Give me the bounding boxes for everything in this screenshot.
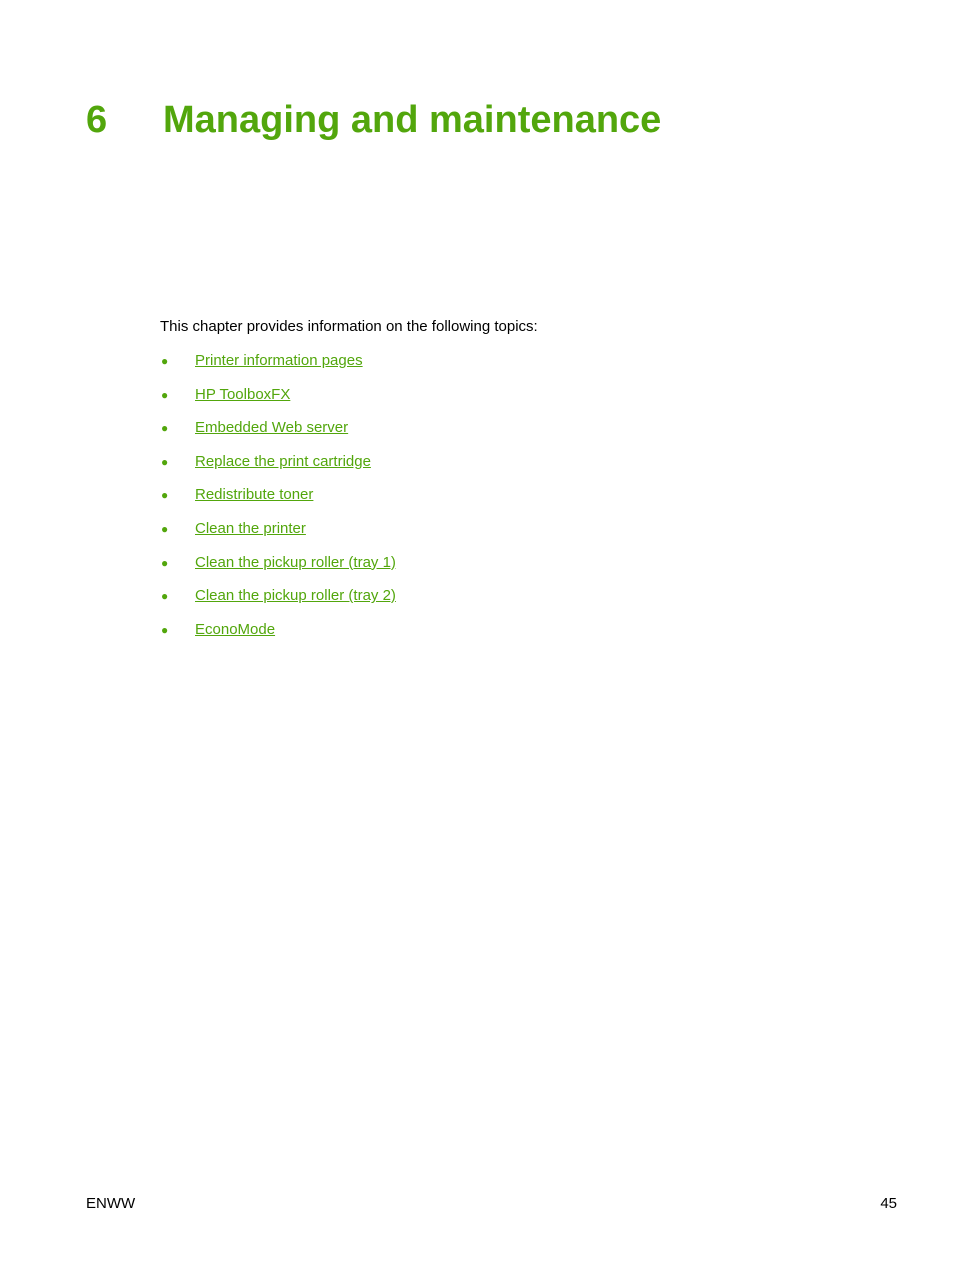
topic-link-embedded-web-server[interactable]: Embedded Web server <box>195 419 349 437</box>
bullet-icon: ● <box>161 387 169 402</box>
topic-link-replace-print-cartridge[interactable]: Replace the print cartridge <box>195 452 371 470</box>
bullet-icon: ● <box>161 454 169 469</box>
chapter-number: 6 <box>86 99 108 141</box>
topic-link-clean-printer[interactable]: Clean the printer <box>195 519 306 537</box>
chapter-title: Managing and maintenance <box>163 99 662 141</box>
footer-label: ENWW <box>86 1195 136 1212</box>
bullet-icon: ● <box>161 555 169 570</box>
topic-link-clean-pickup-roller-tray-2[interactable]: Clean the pickup roller (tray 2) <box>195 587 396 605</box>
intro-text: This chapter provides information on the following topics: <box>160 318 538 335</box>
page-number: 45 <box>880 1195 897 1212</box>
chapter-heading <box>86 96 661 144</box>
bullet-icon: ● <box>161 622 169 637</box>
topic-link-economode[interactable]: EconoMode <box>195 620 276 638</box>
topic-link-hp-toolboxfx[interactable]: HP ToolboxFX <box>195 385 291 403</box>
topic-link-printer-information-pages[interactable]: Printer information pages <box>195 352 363 369</box>
bullet-icon: ● <box>161 521 169 536</box>
bullet-icon: ● <box>161 488 169 503</box>
topic-link-clean-pickup-roller-tray-1[interactable]: Clean the pickup roller (tray 1) <box>195 553 396 571</box>
topic-link-redistribute-toner[interactable]: Redistribute toner <box>195 486 314 504</box>
bullet-icon: ● <box>161 421 169 436</box>
bullet-icon: ● <box>161 589 169 604</box>
bullet-icon: ● <box>161 354 169 368</box>
